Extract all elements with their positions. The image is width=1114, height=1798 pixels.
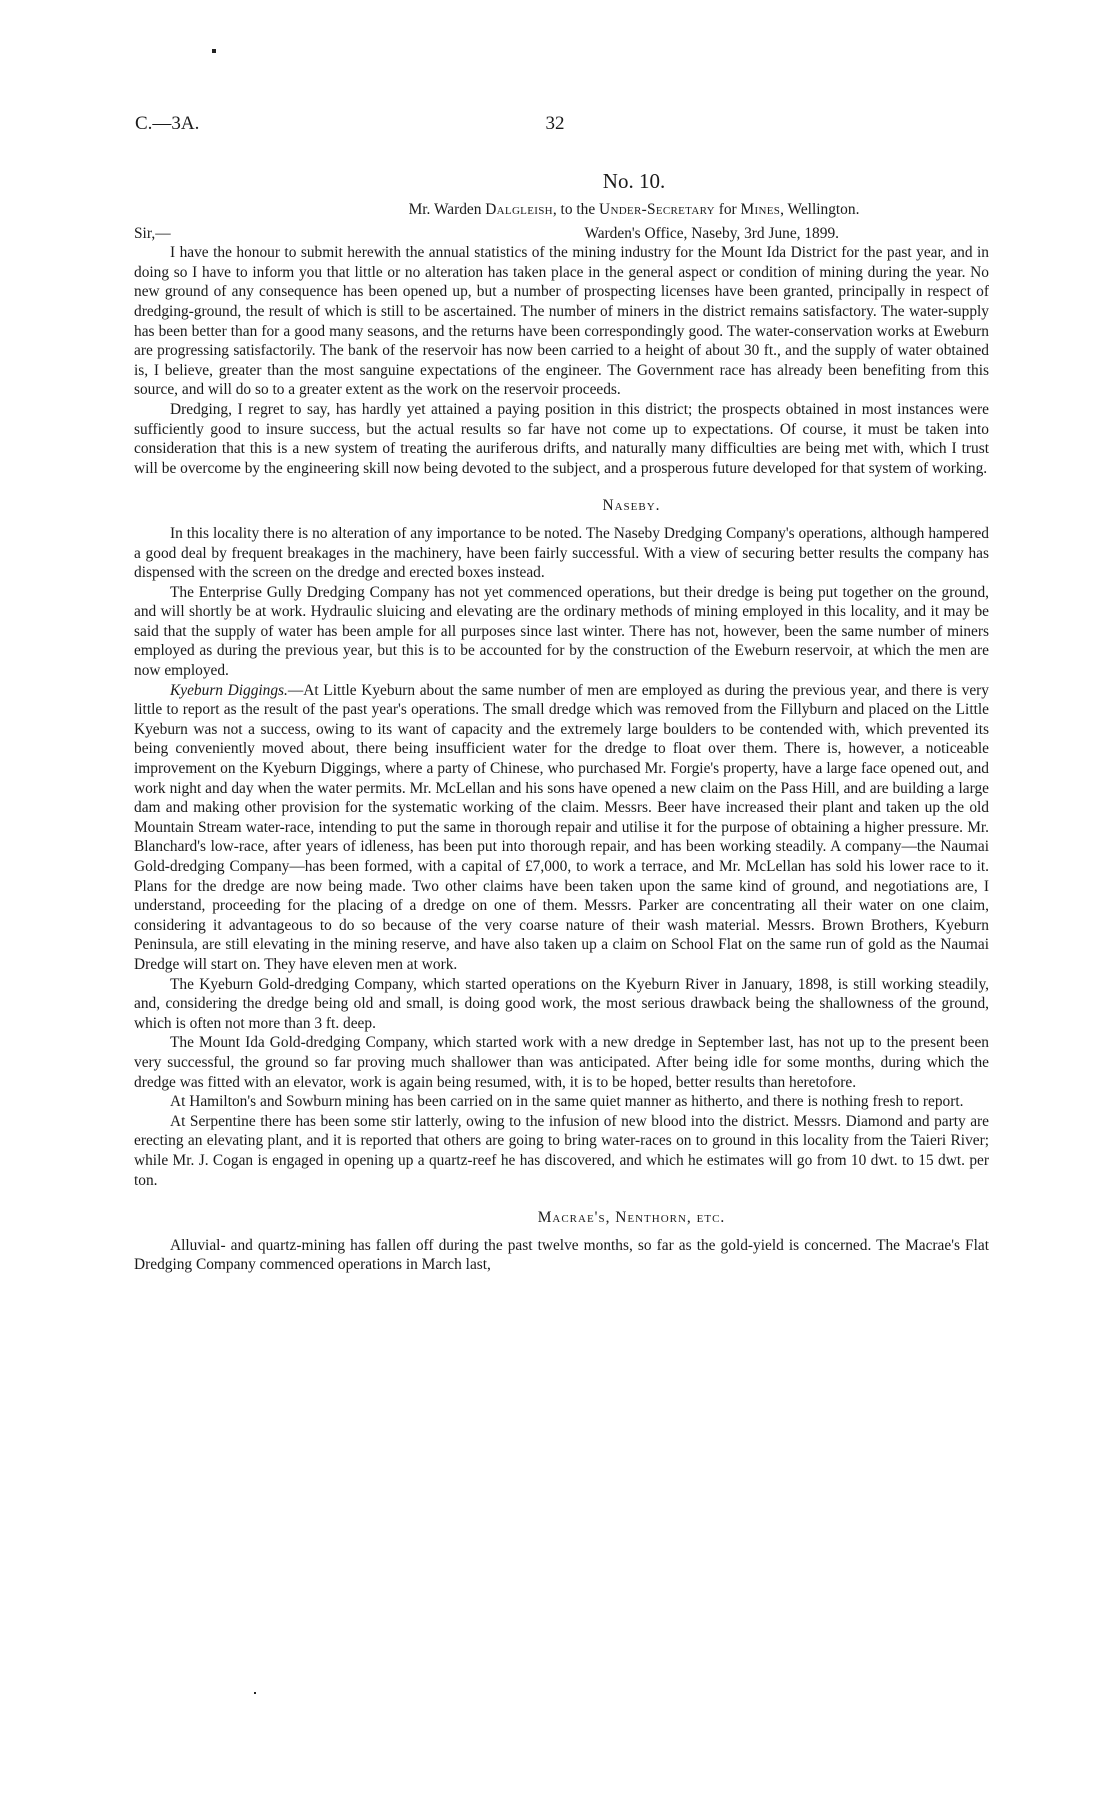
macraes-paragraph: Alluvial- and quartz-mining has fallen off during the past twelve months, so far as the gold-yield is concerned. The Macrae's Flat Dredging Company commenced operations in March last, [134,1236,989,1274]
section-heading-macraes: Macrae's, Nenthorn, etc. [537,1209,726,1227]
salutation: Sir,— [134,224,171,242]
naseby-paragraph: The Mount Ida Gold-dredging Company, which started work with a new dredge in September last, has not up to the present been very successful, the ground so far proving much shallower than was anticipated. After being idle for some months, during which the dredge was fitted with an elevator, work is again being resumed, with, it is to be hoped, better results than heretofore. [134,1034,989,1091]
speck-mark [254,1692,256,1694]
letter-heading [134,200,989,220]
naseby-paragraph: In this locality there is no alteration of any importance to be noted. The Naseby Dredging Company's operations, although hampered a good deal by frequent breakages in the machinery, have been fairly successful. With a view of securing better results the company has dispensed with the screen on the dredge and erected boxes instead. [134,524,989,582]
heading-text-post: , Wellington. [780,201,860,218]
address-date: Warden's Office, Naseby, 3rd June, 1899. [584,224,839,242]
intro-paragraph: Dredging, I regret to say, has hardly yet attained a paying position in this district; the prospects obtained in most instances were sufficiently good to insure success, but the actual results so far have not come up to expectations. Of course, it must be taken into consideration that this is a new system of treating the auriferous drifts, and naturally many difficulties are being met with, which I trust will be overcome by the engineering skill now being devoted to the subject, and a prosperous future developed for that system of working. [134,400,989,477]
kyeburn-lead: Kyeburn Diggings. [170,681,288,699]
recipient-title: Under-Secretary [599,201,715,218]
naseby-paragraph: At Serpentine there has been some stir latterly, owing to the infusion of new blood into the district. Messrs. Diamond and party are erecting an elevating plant, and it is reported that others are going to bring water-races on to ground in this locality from the Taieri River; while Mr. J. Cogan is engaged in opening up a quartz-reef he has discovered, and which he estimates will go from 10 dwt. to 15 dwt. per ton. [134,1112,989,1189]
naseby-paragraph: The Kyeburn Gold-dredging Company, which started operations on the Kyeburn River in January, 1898, is still working steadily, and, considering the dredge being old and small, is doing good work, the most serious drawback being the shallowness of the ground, which is often not more than 3 ft. deep. [134,975,989,1032]
salutation-row [134,224,989,244]
letter-number: No. 10. [602,169,666,193]
naseby-paragraph: At Hamilton's and Sowburn mining has been carried on in the same quiet manner as hitherto, and there is nothing fresh to report. [170,1093,964,1111]
page-header [135,113,975,143]
intro-paragraph: I have the honour to submit herewith the annual statistics of the mining industry for the Mount Ida District for the past year, and in doing so I have to inform you that little or no alteration has taken place in the general aspect or condition of mining during the year. No new ground of any consequence has been opened up, but a number of prospecting licenses have been granted, principally in respect of dredging-ground, the result of which is still to be ascertained. The number of miners in the district remains satisfactory. The water-supply has been better than for a good many seasons, and the returns have been correspondingly good. The water-conservation works at Eweburn are progressing satisfactorily. The bank of the reservoir has now been carried to a height of about 30 ft., and the supply of water obtained is, I believe, greater than the most sanguine expectations of the engineer. The Government race has already been benefiting from this source, and will do so to a greater extent as the work on the reservoir proceeds. [134,244,989,399]
heading-text-mid2: for [714,201,741,218]
page-number: 32 [545,113,565,134]
section-heading-naseby: Naseby. [602,497,661,515]
recipient-department: Mines [740,201,781,218]
speck-mark [212,49,216,53]
naseby-paragraph: The Enterprise Gully Dredging Company has not yet commenced operations, but their dredge is being put together on the ground, and will shortly be at work. Hydraulic sluicing and elevating are the ordinary methods of mining employed in this locality, and it may be said that the supply of water has been ample for all purposes since last winter. There has not, however, been the same number of miners employed as during the previous year, but this is to be accounted for by the construction of the Eweburn reservoir, at which the men are now employed. [134,583,989,680]
heading-text-mid: , to the [552,201,600,218]
kyeburn-paragraph [134,681,989,975]
warden-name: Dalgleish [485,201,553,218]
kyeburn-text: —At Little Kyeburn about the same number of men are employed as during the previous year, and there is very little to report as the result of the past year's operations. The small dredge which was removed from the Fillyburn and placed on the Little Kyeburn was not a success, owing to its want of capacity and the extremely large boulders to be contended with, which prevented its being conveniently moved about, there being insufficient water for the dredge to float over them. There is, however, a noticeable improvement on the Kyeburn Diggings, where a party of Chinese, who purchased Mr. Forgie's property, have a large face opened out, and work night and day when the water permits. Mr. McLellan and his sons have opened a new claim on the Pass Hill, and are building a large dam and making other provision for the systematic working of the claim. Messrs. Beer have increased their plant and taken up the old Mountain Stream water-race, intending to put the same in thorough repair and utilise it for the purpose of obtaining a higher pressure. Mr. Blanchard's low-race, after years of idleness, has been put into thorough repair, and has been working steadily. A company—the Naumai Gold-dredging Company—has been formed, with a capital of £7,000, to work a terrace, and Mr. McLellan has sold his lower race to it. Plans for the dredge are now being made. Two other claims have been taken upon the same kind of ground, and negotiations are, I understand, proceeding for the placing of a dredge on one of them. Messrs. Parker are concentrating all their water on one claim, considering it advantageous to do so because of the very coarse nature of their wash material. Messrs. Brown Brothers, Kyeburn Peninsula, are still elevating in the mining reserve, and have also taken up a claim on School Flat on the same run of gold as the Naumai Dredge will start on. They have eleven men at work. [134,681,989,973]
document-body [134,168,989,1275]
page-reference: C.—3A. [135,113,200,134]
heading-text-pre: Mr. Warden [408,201,486,218]
